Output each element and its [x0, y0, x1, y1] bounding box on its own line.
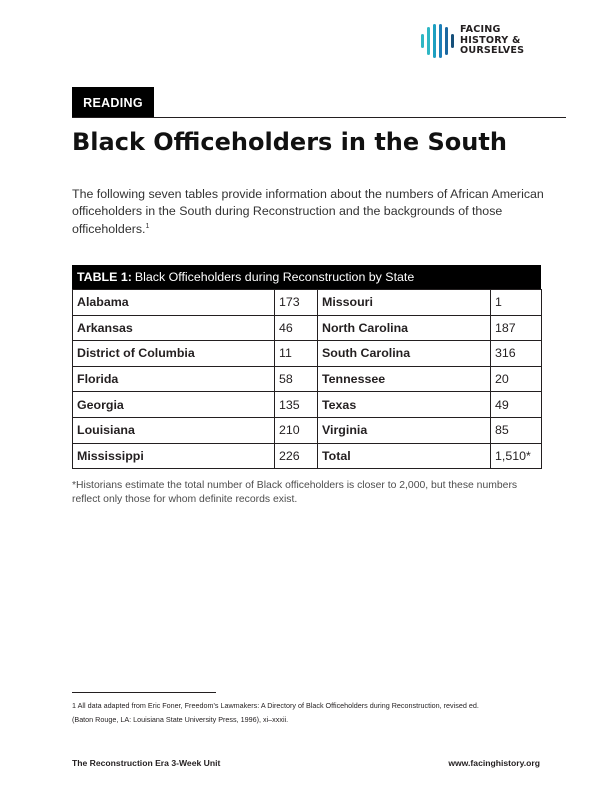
count-cell: 1,510*	[491, 443, 542, 469]
count-cell: 316	[491, 341, 542, 367]
table-row	[73, 366, 542, 392]
count-cell: 173	[275, 290, 318, 316]
state-cell: Total	[318, 443, 491, 469]
table-caption-text: Black Officeholders during Reconstruction by State	[134, 270, 415, 284]
count-cell: 85	[491, 417, 542, 443]
state-cell: Arkansas	[73, 315, 275, 341]
table-row	[73, 341, 542, 367]
page-title: Black Officeholders in the South	[72, 128, 507, 156]
footnote-line-2: (Baton Rouge, LA: Louisiana State University Press, 1996), xi–xxxii.	[72, 715, 289, 725]
officeholders-table	[72, 289, 542, 469]
table-body	[73, 290, 542, 469]
count-cell: 226	[275, 443, 318, 469]
state-cell: District of Columbia	[73, 341, 275, 367]
table-row	[73, 443, 542, 469]
reading-tag: READING	[72, 87, 154, 118]
footnote-marker: 1	[145, 222, 150, 230]
logo-wordmark	[460, 25, 524, 56]
state-cell: Louisiana	[73, 417, 275, 443]
table-row	[73, 417, 542, 443]
count-cell: 1	[491, 290, 542, 316]
count-cell: 187	[491, 315, 542, 341]
logo-line-1: FACING	[460, 24, 501, 36]
footer-unit-title: The Reconstruction Era 3-Week Unit	[72, 758, 221, 768]
count-cell: 135	[275, 392, 318, 418]
logo-line-2: HISTORY &	[460, 34, 521, 46]
state-cell: Mississippi	[73, 443, 275, 469]
footnote-rule	[72, 692, 216, 693]
table-row	[73, 315, 542, 341]
count-cell: 58	[275, 366, 318, 392]
count-cell: 11	[275, 341, 318, 367]
footnote-line-1: 1 All data adapted from Eric Foner, Freedom’s Lawmakers: A Directory of Black Officeholders during Reconstruction, revised ed.	[72, 701, 479, 710]
footnote	[72, 699, 552, 727]
state-cell: Florida	[73, 366, 275, 392]
state-cell: Alabama	[73, 290, 275, 316]
state-cell: Georgia	[73, 392, 275, 418]
count-cell: 49	[491, 392, 542, 418]
table-row	[73, 290, 542, 316]
facing-history-stripes-icon	[420, 23, 454, 59]
table-1	[72, 265, 541, 469]
footer-website-link[interactable]: www.facinghistory.org	[448, 758, 540, 768]
state-cell: North Carolina	[318, 315, 491, 341]
state-cell: Virginia	[318, 417, 491, 443]
count-cell: 20	[491, 366, 542, 392]
count-cell: 46	[275, 315, 318, 341]
table-row	[73, 392, 542, 418]
table-caption-label: TABLE 1:	[77, 270, 132, 284]
state-cell: Missouri	[318, 290, 491, 316]
state-cell: South Carolina	[318, 341, 491, 367]
header-rule	[72, 117, 566, 118]
logo-line-3: OURSELVES	[460, 45, 525, 57]
state-cell: Texas	[318, 392, 491, 418]
count-cell: 210	[275, 417, 318, 443]
table-caption	[72, 265, 541, 289]
state-cell: Tennessee	[318, 366, 491, 392]
facing-history-logo	[420, 22, 545, 60]
intro-text: The following seven tables provide information about the numbers of African American officeholders in the South during Reconstruction and the backgrounds of those officeholders.	[72, 187, 544, 236]
table-note: *Historians estimate the total number of Black officeholders is closer to 2,000, but these numbers reflect only those for whom definite records exist.	[72, 480, 518, 506]
intro-paragraph	[72, 186, 552, 238]
